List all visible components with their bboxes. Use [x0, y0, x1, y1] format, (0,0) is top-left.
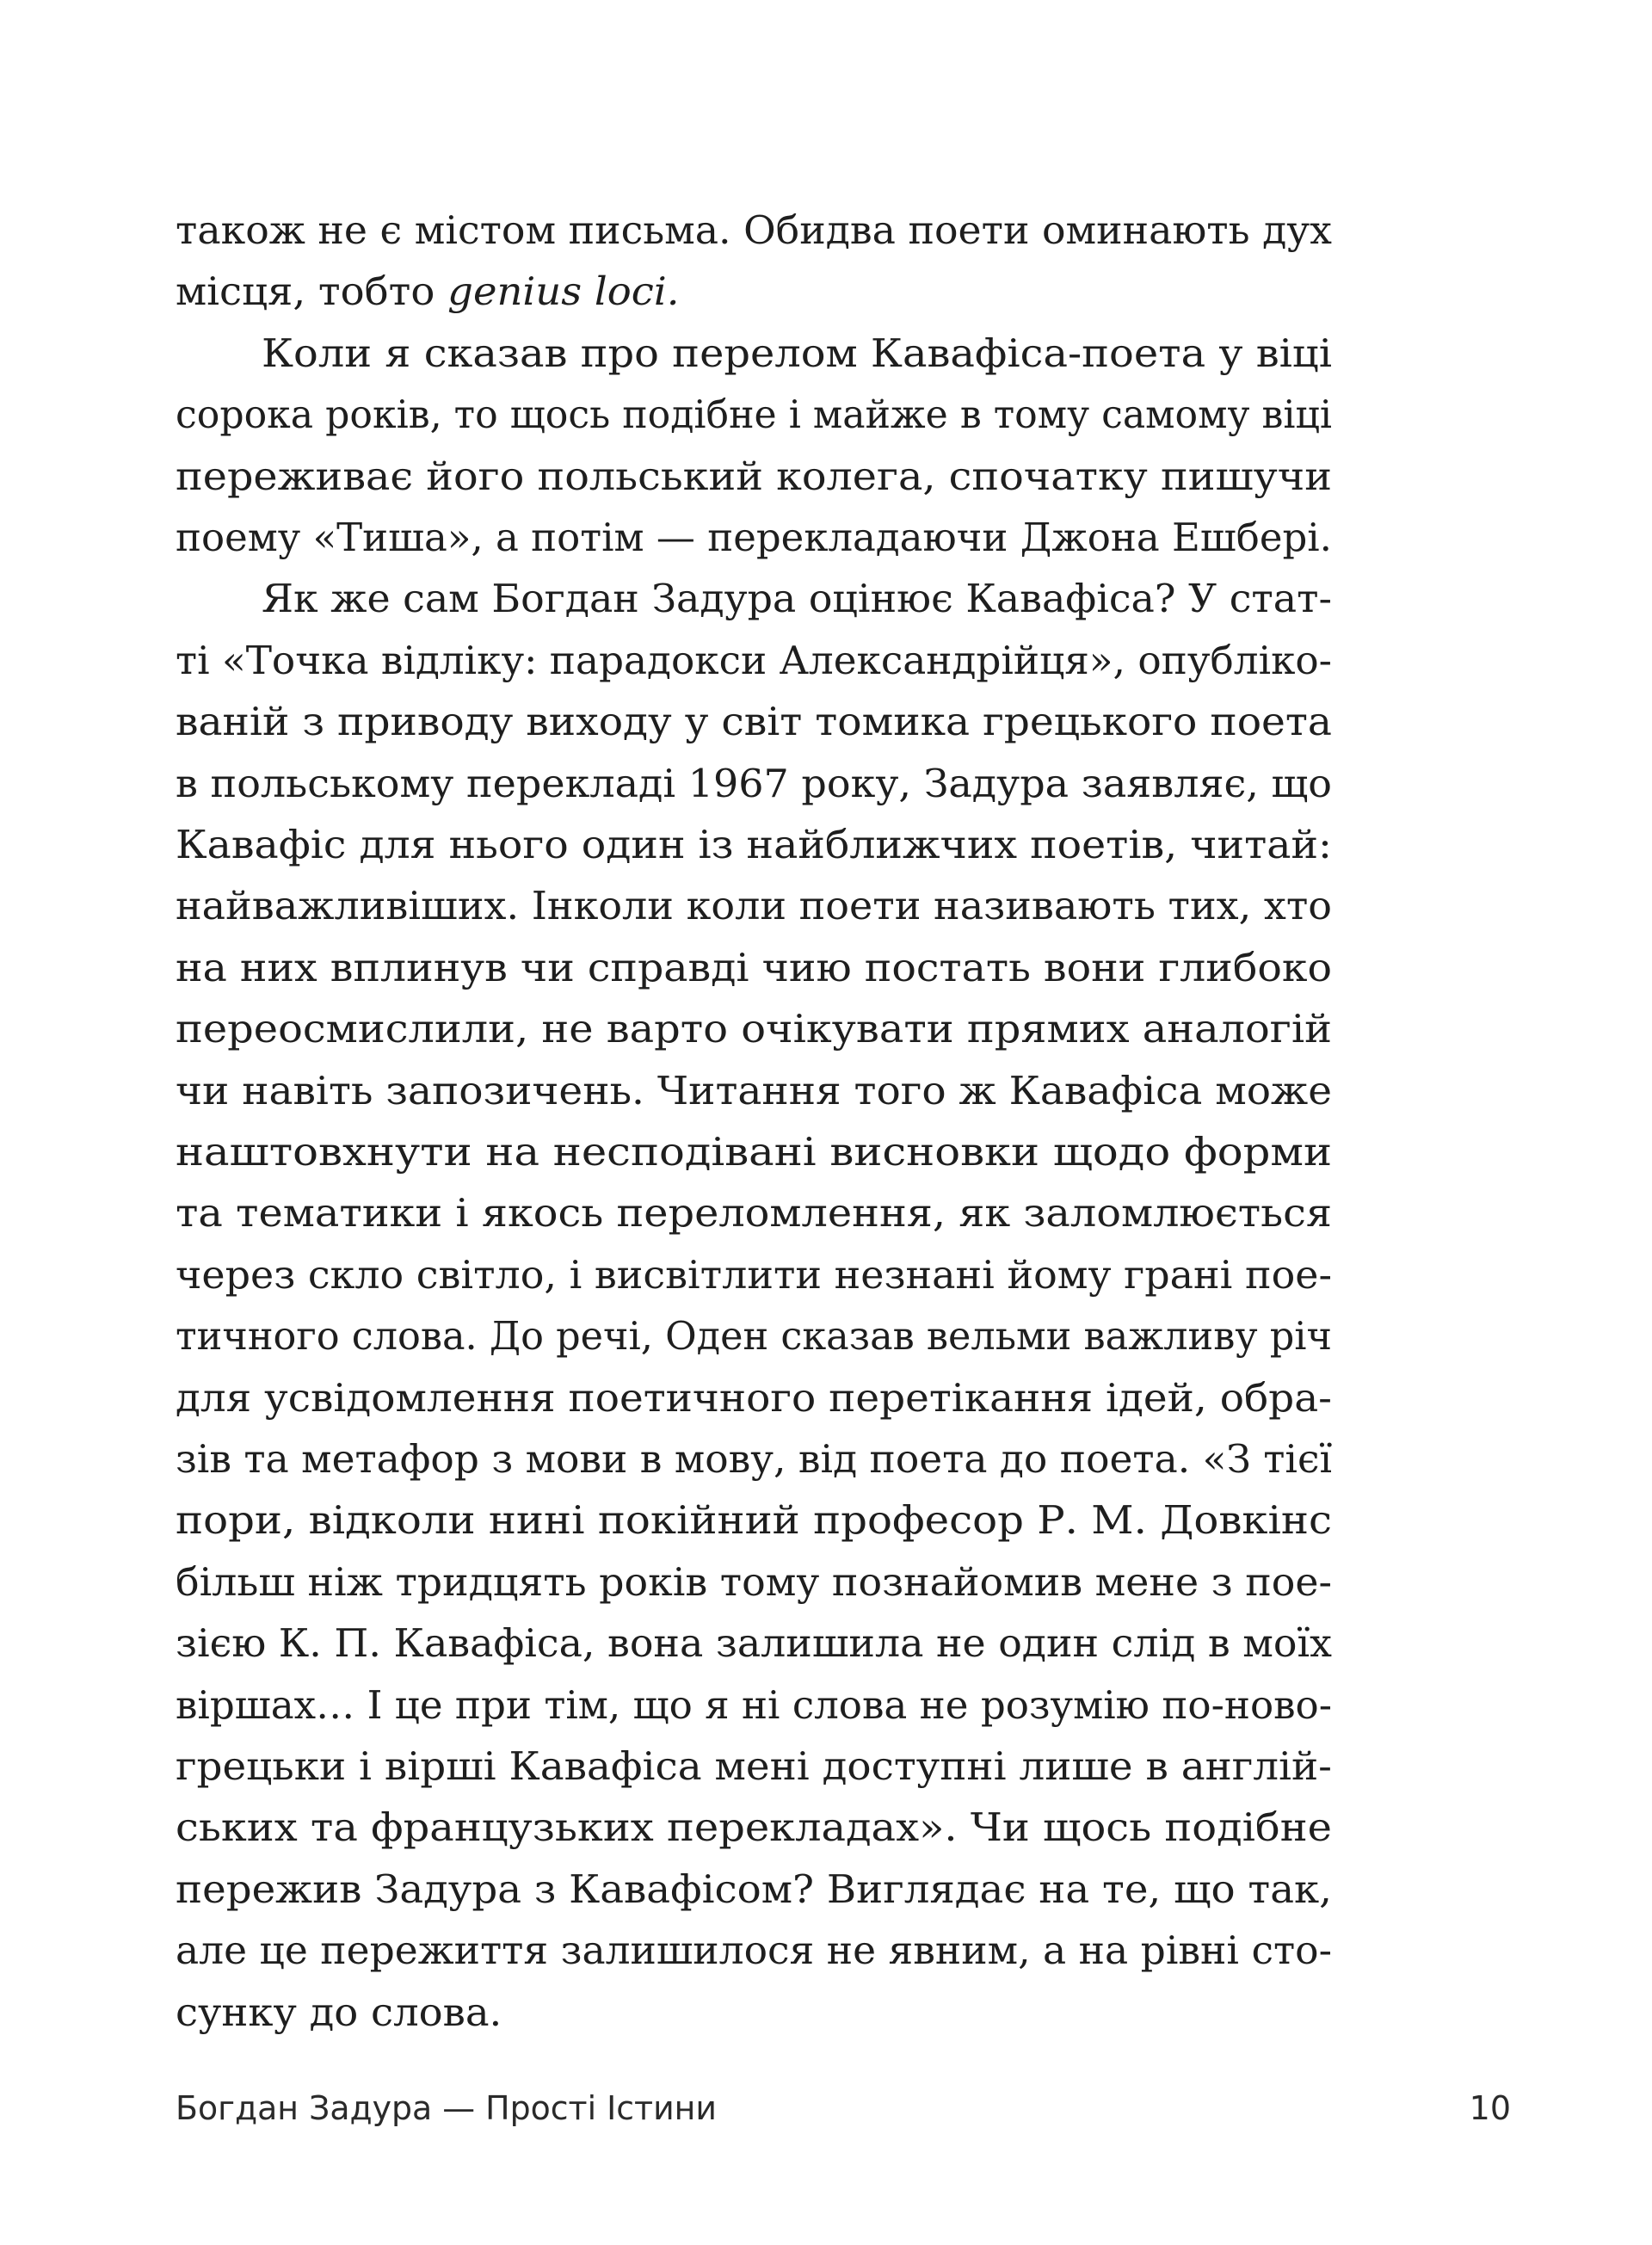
text-line: пережив Задура з Кавафісом? Виглядає на те, що так,: [176, 1866, 1332, 1912]
text-line: тичного слова. До речі, Оден сказав вельми важливу річ: [176, 1313, 1332, 1359]
text-line: через скло світло, і висвітлити незнані йому грані пое-: [176, 1252, 1332, 1298]
text-line: наштовхнути на несподівані висновки щодо форми: [176, 1129, 1332, 1175]
text-line: але це пережиття залишилося не явним, а на рівні сто-: [176, 1927, 1333, 1973]
text-line: ті «Точка відліку: парадокси Александрійця», опубліко-: [176, 638, 1332, 683]
text-line: найважливіших. Інколи коли поети називають тих, хто: [176, 883, 1332, 928]
text-line: та тематики і якось переломлення, як заломлюється: [176, 1190, 1332, 1236]
text-line: [176, 261, 1332, 322]
text-line: більш ніж тридцять років тому познайомив мене з пое-: [176, 1559, 1332, 1605]
text-line: зів та метафор з мови в мову, від поета до поета. «З тієї: [176, 1436, 1332, 1482]
text-line: грецьки і вірші Кавафіса мені доступні лише в англій-: [176, 1743, 1332, 1789]
text-line: поему «Тиша», а потім — перекладаючи Джона Ешбері.: [176, 515, 1332, 560]
text-line: переживає його польський колега, спочатку пишучи: [176, 453, 1332, 499]
text-span: місця, тобто: [176, 268, 448, 314]
running-title: Богдан Задура — Прості Істини: [176, 2089, 717, 2127]
text-line: ських та французьких перекладах». Чи щось подібне: [176, 1804, 1332, 1850]
text-line: пори, відколи нині покійний професор Р. М. Довкінс: [176, 1497, 1333, 1543]
text-line: сорока років, то щось подібне і майже в тому самому віці: [176, 392, 1332, 437]
page-number: 10: [1469, 2089, 1511, 2127]
text-line: віршах… І це при тім, що я ні слова не розумію по-ново-: [176, 1682, 1332, 1728]
text-line: сунку до слова.: [176, 1989, 502, 2035]
paragraph-start-line: Коли я сказав про перелом Кавафіса-поета у віці: [262, 330, 1333, 376]
text-line: Кавафіс для нього один із найближчих поетів, читай:: [176, 822, 1332, 867]
text-line: чи навіть запозичень. Читання того ж Кавафіса може: [176, 1068, 1332, 1113]
text-line: переосмислили, не варто очікувати прямих аналогій: [176, 1006, 1332, 1052]
paragraph-start-line: Як же сам Богдан Задура оцінює Кавафіса? У стат-: [262, 576, 1332, 621]
text-line: для усвідомлення поетичного перетікання ідей, обра-: [176, 1375, 1332, 1421]
italic-phrase: genius loci.: [447, 268, 680, 314]
text-line: також не є містом письма. Обидва поети оминають дух: [176, 207, 1332, 253]
text-line: на них вплинув чи справді чию постать вони глибоко: [176, 945, 1332, 990]
text-line: в польському перекладі 1967 року, Задура заявляє, що: [176, 761, 1333, 806]
text-line: ваній з приводу виходу у світ томика грецького поета: [176, 699, 1332, 744]
text-line: зією К. П. Кавафіса, вона залишила не один слід в моїх: [176, 1620, 1332, 1666]
